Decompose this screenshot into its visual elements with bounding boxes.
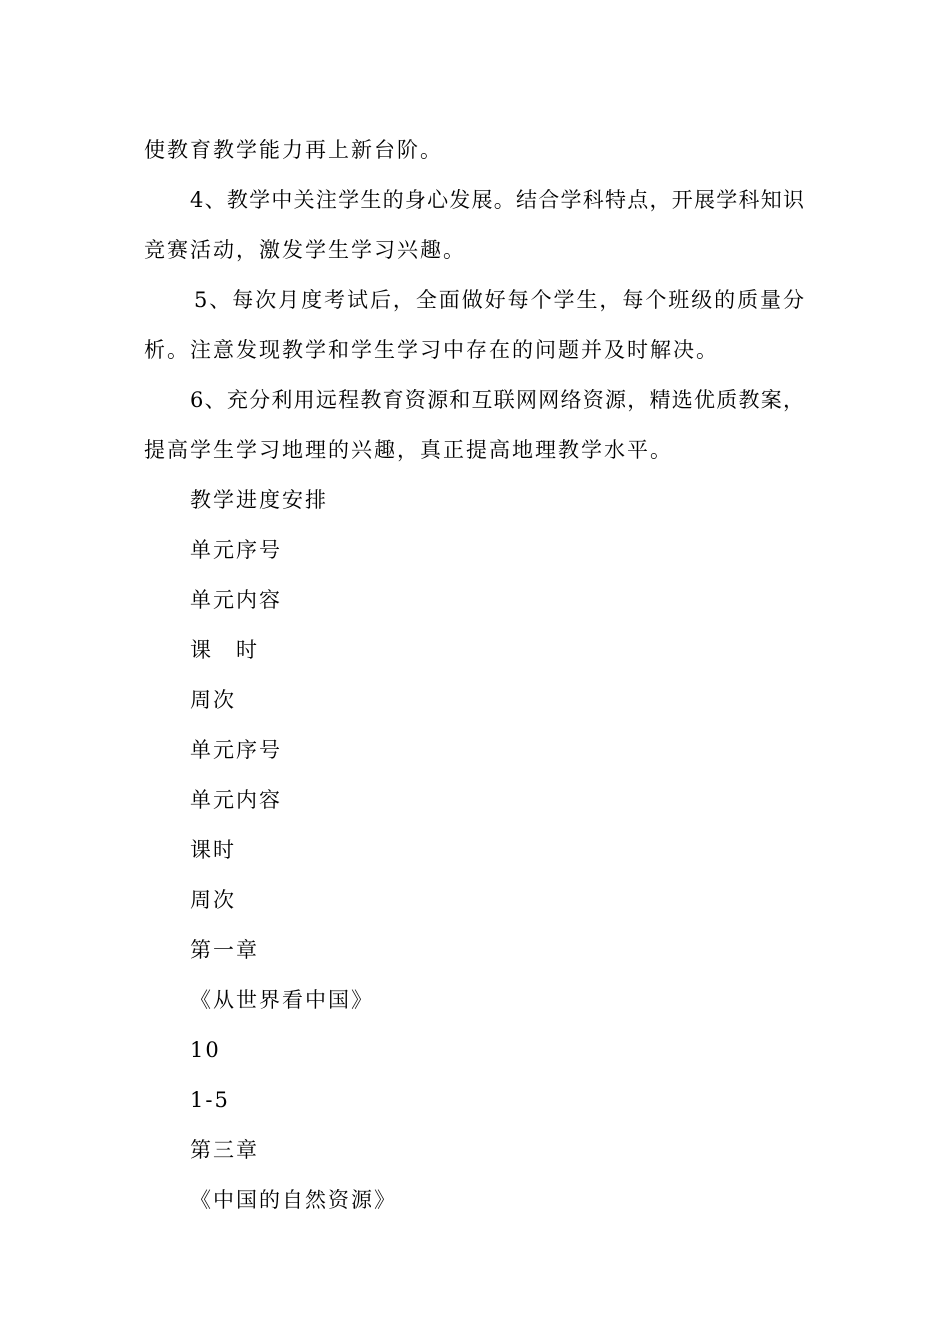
paragraph-line: 6、充分利用远程教育资源和互联网网络资源，精选优质教案， — [190, 388, 804, 412]
table-cell: 1-5 — [190, 1088, 230, 1112]
table-header-cell: 单元序号 — [190, 538, 282, 562]
table-cell: 10 — [190, 1038, 221, 1062]
table-cell: 《从世界看中国》 — [190, 988, 374, 1012]
table-header-cell: 课时 — [190, 838, 236, 862]
paragraph-line: 析。注意发现教学和学生学习中存在的问题并及时解决。 — [144, 338, 719, 362]
table-header-cell: 周次 — [190, 688, 236, 712]
table-cell: 第一章 — [190, 938, 259, 962]
paragraph-line: 5、每次月度考试后，全面做好每个学生，每个班级的质量分 — [194, 288, 804, 312]
paragraph-line: 竞赛活动，激发学生学习兴趣。 — [144, 238, 466, 262]
table-header-cell: 单元内容 — [190, 588, 282, 612]
table-header-cell: 周次 — [190, 888, 236, 912]
table-cell: 《中国的自然资源》 — [190, 1188, 397, 1212]
table-header-cell: 课 时 — [190, 638, 259, 662]
paragraph-line: 提高学生学习地理的兴趣，真正提高地理教学水平。 — [144, 438, 673, 462]
table-header-cell: 单元序号 — [190, 738, 282, 762]
paragraph-line: 使教育教学能力再上新台阶。 — [144, 138, 443, 162]
table-header-cell: 单元内容 — [190, 788, 282, 812]
section-heading: 教学进度安排 — [190, 488, 328, 512]
table-cell: 第三章 — [190, 1138, 259, 1162]
paragraph-line: 4、教学中关注学生的身心发展。结合学科特点，开展学科知识 — [190, 188, 804, 212]
